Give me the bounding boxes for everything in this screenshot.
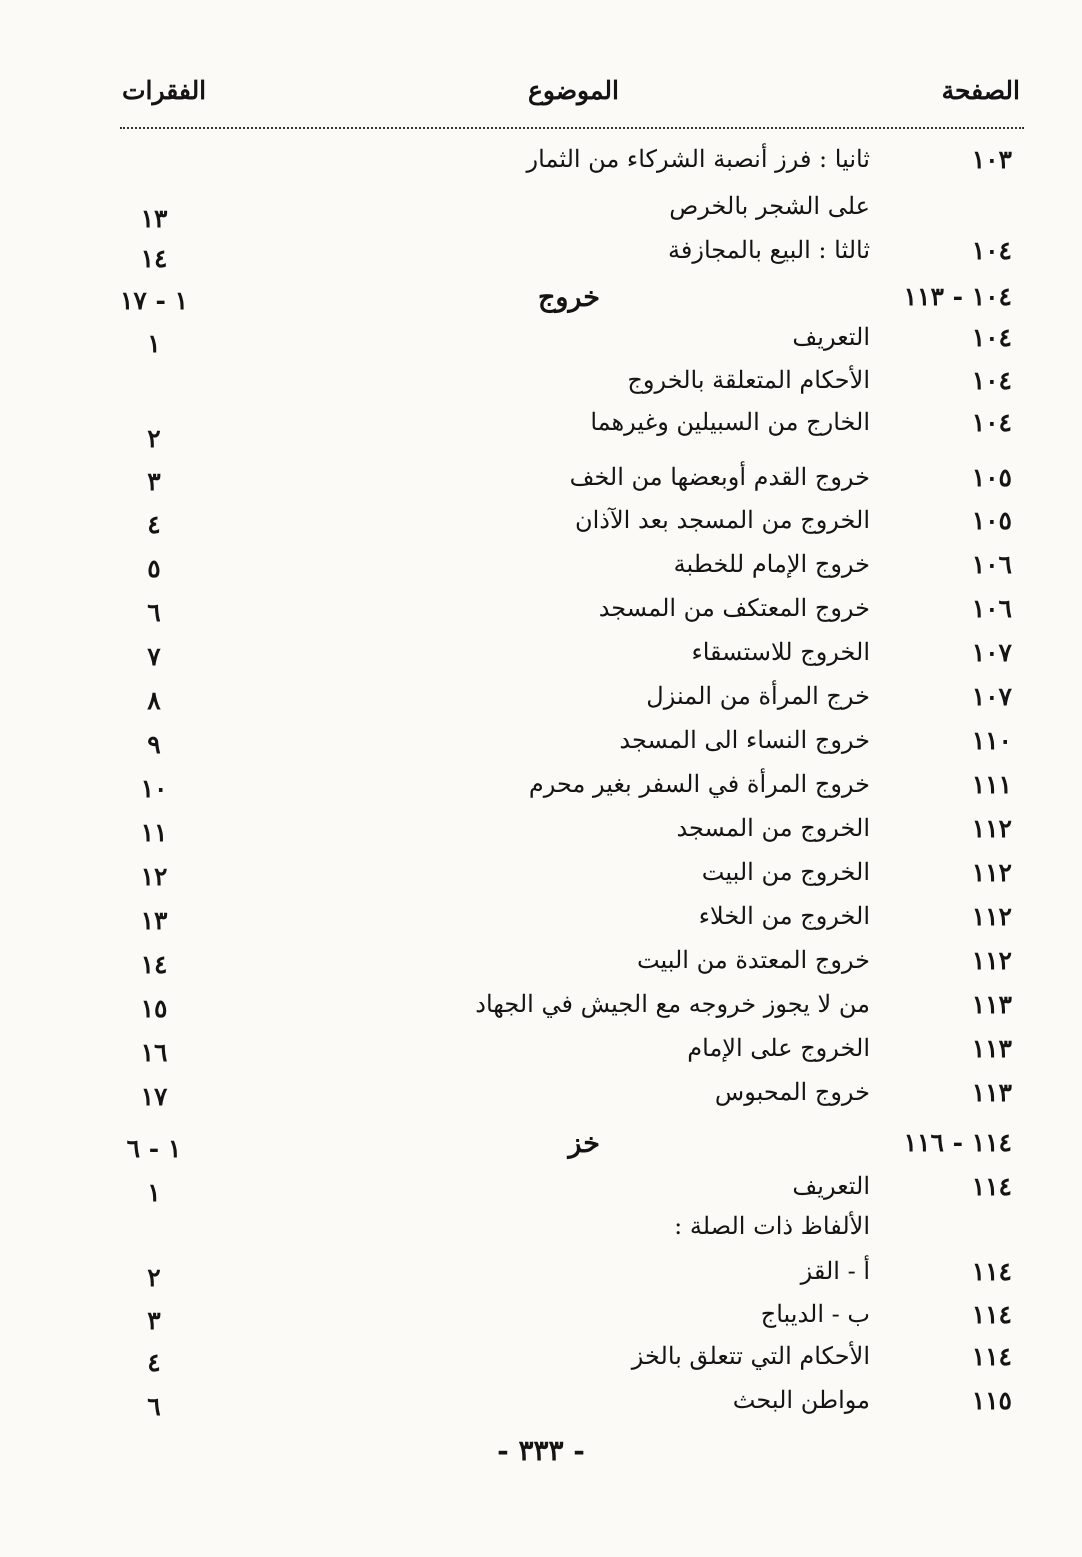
row-page-number: ١١٤ xyxy=(971,1300,1012,1329)
column-header-paragraphs: الفقرات xyxy=(122,76,207,105)
index-row xyxy=(0,236,1082,276)
index-row xyxy=(0,594,1082,634)
index-row xyxy=(0,638,1082,678)
row-topic: التعريف xyxy=(792,1172,870,1200)
row-topic: خروج الإمام للخطبة xyxy=(673,550,870,578)
row-page-number: ١٠٤ - ١١٣ xyxy=(903,282,1012,311)
row-topic: خروج القدم أوبعضها من الخف xyxy=(569,463,870,491)
row-topic: أ - القز xyxy=(800,1257,870,1285)
row-topic: الخروج من البيت xyxy=(701,858,870,886)
row-paragraphs: ٤ xyxy=(147,1348,161,1377)
row-page-number: ١١٢ xyxy=(971,946,1012,975)
index-row xyxy=(0,770,1082,810)
row-paragraphs: ٦ xyxy=(147,598,161,627)
row-paragraphs: ١ - ٦ xyxy=(126,1134,182,1163)
row-page-number: ١٠٤ xyxy=(971,323,1012,352)
row-paragraphs: ٦ xyxy=(147,1392,161,1421)
index-row xyxy=(0,192,1082,232)
row-page-number: ١١٠ xyxy=(971,726,1012,755)
row-topic: الخروج من الخلاء xyxy=(698,902,870,930)
index-row xyxy=(0,1172,1082,1212)
row-paragraphs: ١ xyxy=(147,329,161,358)
row-topic: من لا يجوز خروجه مع الجيش في الجهاد xyxy=(475,990,870,1018)
index-row xyxy=(0,145,1082,185)
index-row xyxy=(0,1386,1082,1426)
row-paragraphs: ٩ xyxy=(147,730,161,759)
row-topic: خرج المرأة من المنزل xyxy=(646,682,870,710)
index-row xyxy=(0,726,1082,766)
row-heading: خروج xyxy=(537,282,600,313)
row-page-number: ١٠٥ xyxy=(971,506,1012,535)
row-page-number: ١١٢ xyxy=(971,858,1012,887)
row-paragraphs: ٣ xyxy=(147,467,161,496)
index-row xyxy=(0,408,1082,453)
row-topic: الخروج للاستسقاء xyxy=(691,638,870,666)
row-paragraphs: ١٤ xyxy=(140,950,168,979)
index-row xyxy=(0,506,1082,546)
index-row xyxy=(0,990,1082,1030)
index-row xyxy=(0,323,1082,363)
row-topic: خروج المحبوس xyxy=(714,1078,870,1106)
row-paragraphs: ١٢ xyxy=(140,862,168,891)
row-topic: الخارج من السبيلين وغيرهما xyxy=(590,408,870,436)
index-row xyxy=(0,366,1082,406)
index-row xyxy=(0,682,1082,722)
row-paragraphs: ١٧ xyxy=(140,1082,168,1111)
row-topic: الألفاظ ذات الصلة : xyxy=(674,1212,870,1240)
row-paragraphs: ١٥ xyxy=(140,994,168,1023)
row-topic: ب - الديباج xyxy=(760,1300,870,1328)
index-row xyxy=(0,463,1082,503)
column-header-topic: الموضوع xyxy=(528,76,619,105)
row-topic: الخروج من المسجد بعد الآذان xyxy=(575,506,870,534)
row-page-number: ١١١ xyxy=(971,770,1012,799)
row-paragraphs: ١٣ xyxy=(140,204,168,233)
row-page-number: ١٠٥ xyxy=(971,463,1012,492)
index-row xyxy=(0,858,1082,898)
index-row xyxy=(0,1212,1082,1252)
row-page-number: ١٠٧ xyxy=(971,638,1012,667)
row-topic: خروج المعتدة من البيت xyxy=(636,946,870,974)
index-row xyxy=(0,1078,1082,1118)
row-page-number: ١١٤ xyxy=(971,1172,1012,1201)
row-page-number: ١١٣ xyxy=(971,990,1012,1019)
index-row xyxy=(0,1128,1082,1168)
index-row xyxy=(0,1342,1082,1382)
index-row xyxy=(0,902,1082,942)
row-topic: على الشجر بالخرص xyxy=(669,192,870,220)
row-paragraphs: ٨ xyxy=(147,686,161,715)
column-header-page: الصفحة xyxy=(941,76,1020,105)
row-topic: الأحكام التي تتعلق بالخز xyxy=(631,1342,870,1370)
row-paragraphs: ٥ xyxy=(147,554,161,583)
row-paragraphs: ٢ xyxy=(147,424,161,453)
row-page-number: ١١٢ xyxy=(971,814,1012,843)
row-page-number: ١١٣ xyxy=(971,1078,1012,1107)
row-topic: خروج المعتكف من المسجد xyxy=(598,594,870,622)
row-page-number: ١١٤ xyxy=(971,1342,1012,1371)
index-row xyxy=(0,946,1082,986)
row-paragraphs: ٧ xyxy=(147,642,161,671)
row-page-number: ١٠٣ xyxy=(971,145,1012,174)
row-page-number: ١١٤ - ١١٦ xyxy=(903,1128,1012,1157)
row-paragraphs: ١ - ١٧ xyxy=(119,286,189,315)
row-heading: خز xyxy=(568,1128,600,1159)
row-page-number: ١٠٤ xyxy=(971,366,1012,395)
row-topic: الأحكام المتعلقة بالخروج xyxy=(627,366,870,394)
index-row xyxy=(0,1257,1082,1297)
row-page-number: ١١٢ xyxy=(971,902,1012,931)
row-paragraphs: ١١ xyxy=(140,818,168,847)
row-page-number: ١٠٤ xyxy=(971,236,1012,265)
page-number: - ٣٣٣ - xyxy=(497,1434,585,1467)
row-paragraphs: ١ xyxy=(147,1178,161,1207)
row-topic: خروج المرأة في السفر بغير محرم xyxy=(528,770,870,798)
index-row xyxy=(0,1300,1082,1340)
index-row xyxy=(0,282,1082,322)
row-paragraphs: ١٠ xyxy=(140,774,168,803)
row-topic: الخروج من المسجد xyxy=(676,814,870,842)
row-paragraphs: ١٦ xyxy=(140,1038,168,1067)
row-paragraphs: ١٤ xyxy=(140,244,168,273)
row-paragraphs: ٢ xyxy=(147,1263,161,1292)
row-paragraphs: ٤ xyxy=(147,510,161,539)
row-topic: الخروج على الإمام xyxy=(687,1034,870,1062)
index-row xyxy=(0,550,1082,590)
row-page-number: ١٠٤ xyxy=(971,408,1012,437)
row-topic: ثالثا : البيع بالمجازفة xyxy=(668,236,870,264)
row-page-number: ١٠٧ xyxy=(971,682,1012,711)
row-topic: ثانيا : فرز أنصبة الشركاء من الثمار xyxy=(526,145,870,173)
row-page-number: ١٠٦ xyxy=(971,550,1012,579)
row-page-number: ١١٥ xyxy=(971,1386,1012,1415)
row-topic: التعريف xyxy=(792,323,870,351)
row-page-number: ١٠٦ xyxy=(971,594,1012,623)
row-topic: خروج النساء الى المسجد xyxy=(619,726,870,754)
row-page-number: ١١٣ xyxy=(971,1034,1012,1063)
row-topic: مواطن البحث xyxy=(732,1386,870,1414)
row-paragraphs: ٣ xyxy=(147,1306,161,1335)
index-row xyxy=(0,814,1082,854)
row-page-number: ١١٤ xyxy=(971,1257,1012,1286)
index-row xyxy=(0,1034,1082,1074)
row-paragraphs: ١٣ xyxy=(140,906,168,935)
